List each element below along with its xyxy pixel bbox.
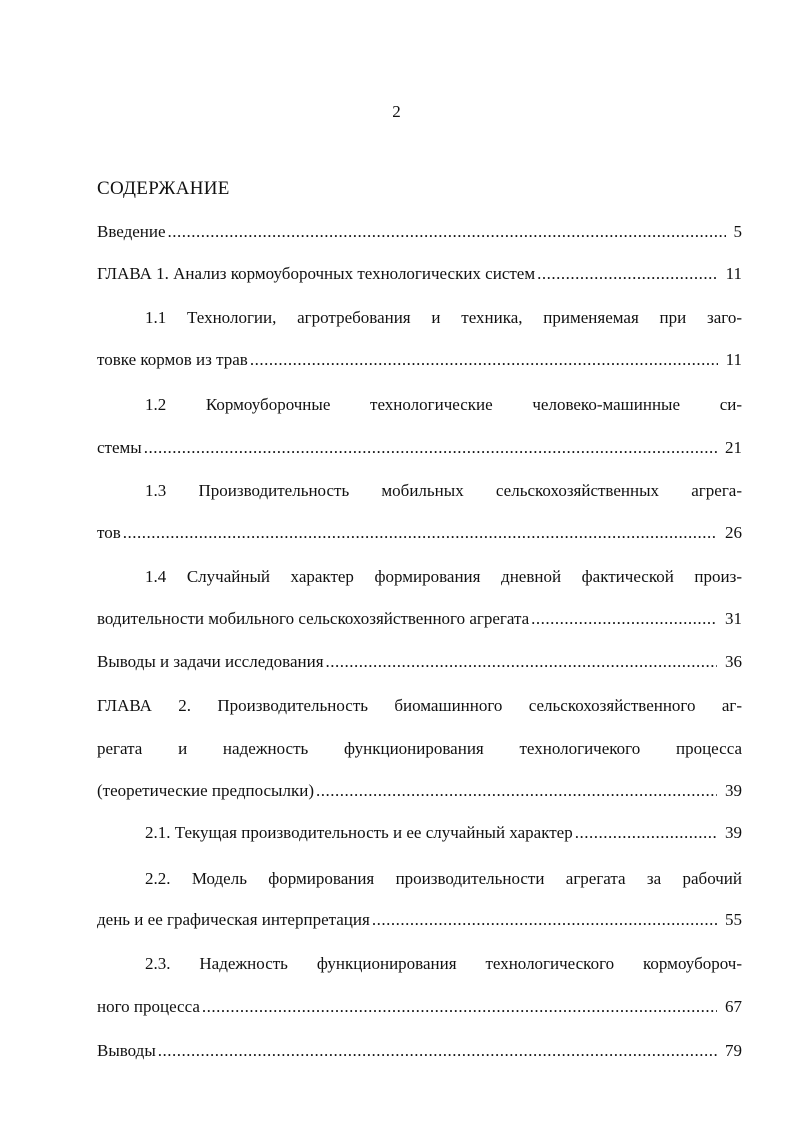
toc-entry-1-3-line2 [97, 520, 742, 546]
toc-entry-page: 21 [725, 438, 742, 457]
toc-entry-chapter-2-line2: регата и надежность функционирования технологичекого процесса [97, 739, 742, 758]
dot-leader [531, 606, 717, 632]
toc-entry-page: 39 [725, 823, 742, 842]
toc-entry-page: 31 [725, 609, 742, 628]
toc-entry-label: 2.1. Текущая производительность и ее случайный характер [145, 823, 573, 842]
dot-leader [326, 649, 717, 675]
dot-leader [537, 261, 718, 287]
dot-leader [123, 520, 717, 546]
toc-entry-chapter-2-line3 [97, 778, 742, 804]
toc-entry-2-3-line2 [97, 994, 742, 1020]
toc-entry-label: (теоретические предпосылки) [97, 781, 314, 800]
toc-entry-1-4-line1: 1.4 Случайный характер формирования дневной фактической произ- [145, 567, 742, 586]
toc-entry-1-4-line2 [97, 606, 742, 632]
toc-entry-2-3-line1: 2.3. Надежность функционирования технологического кормоубороч- [145, 954, 742, 973]
toc-entry-intro [97, 219, 742, 245]
toc-entry-page: 26 [725, 523, 742, 542]
toc-entry-page: 11 [725, 350, 742, 369]
toc-entry-label: водительности мобильного сельскохозяйственного агрегата [97, 609, 530, 628]
toc-entry-1-1-line1: 1.1 Технологии, агротребования и техника, применяемая при заго- [145, 308, 742, 327]
toc-entry-label: день и ее графическая интерпретация [97, 910, 370, 929]
dot-leader [144, 435, 717, 461]
toc-entry-2-2-line2 [97, 907, 742, 933]
dot-leader [168, 219, 726, 245]
toc-entry-1-3-line1: 1.3 Производительность мобильных сельскохозяйственных агрега- [145, 481, 742, 500]
page-number: 2 [392, 102, 401, 121]
toc-entry-page: 11 [725, 264, 742, 283]
toc-entry-page: 67 [725, 997, 742, 1016]
dot-leader [316, 778, 717, 804]
toc-entry-label: тов [97, 523, 121, 542]
toc-entry-label: ного процесса [97, 997, 200, 1016]
dot-leader [202, 994, 717, 1020]
toc-entry-page: 39 [725, 781, 742, 800]
dot-leader [575, 820, 717, 846]
dot-leader [158, 1038, 717, 1064]
toc-entry-1-1-line2 [97, 347, 742, 373]
toc-entry-page: 36 [725, 652, 742, 671]
toc-entry-chapter-2-line1: ГЛАВА 2. Производительность биомашинного сельскохозяйственного аг- [97, 696, 742, 715]
dot-leader [372, 907, 717, 933]
toc-entry-1-2-line1: 1.2 Кормоуборочные технологические человеко-машинные си- [145, 395, 742, 414]
toc-entry-conclusions-2 [97, 1038, 742, 1064]
toc-entry-2-1 [145, 820, 742, 846]
toc-entry-label: Выводы и задачи исследования [97, 652, 324, 671]
dot-leader [250, 347, 718, 373]
toc-entry-label: ГЛАВА 1. Анализ кормоуборочных технологических систем [97, 264, 536, 283]
toc-entry-label: Выводы [97, 1041, 156, 1060]
toc-entry-page: 5 [733, 222, 742, 241]
toc-entry-1-2-line2 [97, 435, 742, 461]
toc-entry-2-2-line1: 2.2. Модель формирования производительности агрегата за рабочий [145, 869, 742, 888]
toc-entry-conclusions-1 [97, 649, 742, 675]
toc-entry-label: стемы [97, 438, 142, 457]
toc-entry-label: товке кормов из трав [97, 350, 248, 369]
toc-entry-page: 79 [725, 1041, 742, 1060]
toc-title: СОДЕРЖАНИЕ [97, 178, 230, 199]
toc-entry-page: 55 [725, 910, 742, 929]
toc-entry-chapter-1 [97, 261, 742, 287]
toc-entry-label: Введение [97, 222, 166, 241]
